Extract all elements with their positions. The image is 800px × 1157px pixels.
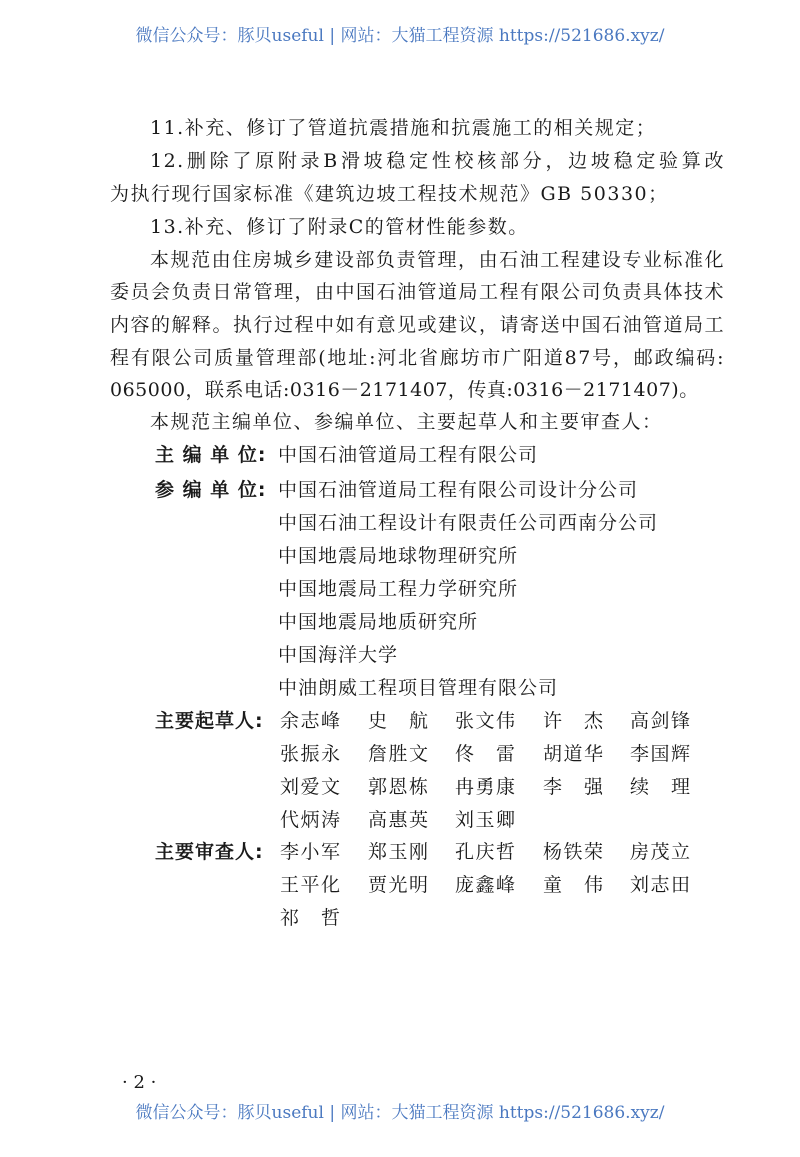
person-name: 童伟 [543, 874, 603, 896]
participating-units-label: 参 编 单 位: [155, 479, 267, 501]
paragraph-management-2: 委员会负责日常管理，由中国石油管道局工程有限公司负责具体技术 [110, 281, 726, 303]
paragraph-management-1: 本规范由住房城乡建设部负责管理，由石油工程建设专业标准化 [150, 249, 725, 271]
paragraph-management-5: 065000，联系电话:0316－2171407，传真:0316－2171407)。 [110, 379, 699, 401]
person-name: 许杰 [543, 710, 603, 732]
person-name: 刘志田 [630, 874, 690, 896]
person-name: 续理 [630, 776, 690, 798]
person-name: 张振永 [280, 743, 340, 765]
person-name: 高惠英 [368, 809, 428, 831]
participating-unit: 中国地震局地球物理研究所 [278, 545, 519, 567]
person-name: 刘爱文 [280, 776, 340, 798]
person-name: 李强 [543, 776, 603, 798]
chief-unit-label: 主 编 单 位: [155, 444, 267, 466]
person-name: 祁哲 [280, 907, 340, 929]
paragraph-item-12-cont: 为执行现行国家标准《建筑边坡工程技术规范》GB 50330； [110, 183, 669, 205]
chief-unit-value: 中国石油管道局工程有限公司 [278, 444, 539, 466]
person-name: 詹胜文 [368, 743, 428, 765]
person-name: 孔庆哲 [455, 841, 515, 863]
person-name: 庞鑫峰 [455, 874, 515, 896]
person-name: 刘玉卿 [455, 809, 515, 831]
participating-unit: 中国海洋大学 [278, 644, 399, 666]
participating-unit: 中国石油管道局工程有限公司设计分公司 [278, 479, 639, 501]
person-name: 余志峰 [280, 710, 340, 732]
person-name: 张文伟 [455, 710, 515, 732]
person-name: 贾光明 [368, 874, 428, 896]
participating-unit: 中国地震局地质研究所 [278, 611, 479, 633]
person-name: 王平化 [280, 874, 340, 896]
page-number: · 2 · [122, 1072, 157, 1093]
person-name: 史航 [368, 710, 428, 732]
watermark-bottom: 微信公众号：豚贝useful | 网站：大猫工程资源 https://521686.xyz/ [135, 1103, 665, 1123]
paragraph-item-11: 11.补充、修订了管道抗震措施和抗震施工的相关规定； [150, 117, 657, 139]
person-name: 李国辉 [630, 743, 690, 765]
person-name: 佟雷 [455, 743, 515, 765]
participating-unit: 中国地震局工程力学研究所 [278, 578, 519, 600]
person-name: 胡道华 [543, 743, 603, 765]
paragraph-management-4: 程有限公司质量管理部(地址:河北省廊坊市广阳道87号，邮政编码: [110, 347, 725, 369]
person-name: 李小军 [280, 841, 340, 863]
participating-unit: 中国石油工程设计有限责任公司西南分公司 [278, 512, 659, 534]
person-name: 杨铁荣 [543, 841, 603, 863]
participating-unit: 中油朗威工程项目管理有限公司 [278, 677, 559, 699]
paragraph-item-12: 12.删除了原附录B滑坡稳定性校核部分，边坡稳定验算改 [150, 150, 725, 172]
paragraph-units-intro: 本规范主编单位、参编单位、主要起草人和主要审查人： [150, 411, 663, 433]
person-name: 冉勇康 [455, 776, 515, 798]
paragraph-management-3: 内容的解释。执行过程中如有意见或建议，请寄送中国石油管道局工 [110, 314, 726, 336]
paragraph-item-13: 13.补充、修订了附录C的管材性能参数。 [150, 216, 529, 238]
drafters-label: 主要起草人: [155, 710, 264, 732]
person-name: 郭恩栋 [368, 776, 428, 798]
reviewers-label: 主要审查人: [155, 841, 264, 863]
person-name: 房茂立 [630, 841, 690, 863]
person-name: 高剑锋 [630, 710, 690, 732]
watermark-top: 微信公众号：豚贝useful | 网站：大猫工程资源 https://521686.xyz/ [135, 26, 665, 46]
person-name: 郑玉刚 [368, 841, 428, 863]
person-name: 代炳涛 [280, 809, 340, 831]
